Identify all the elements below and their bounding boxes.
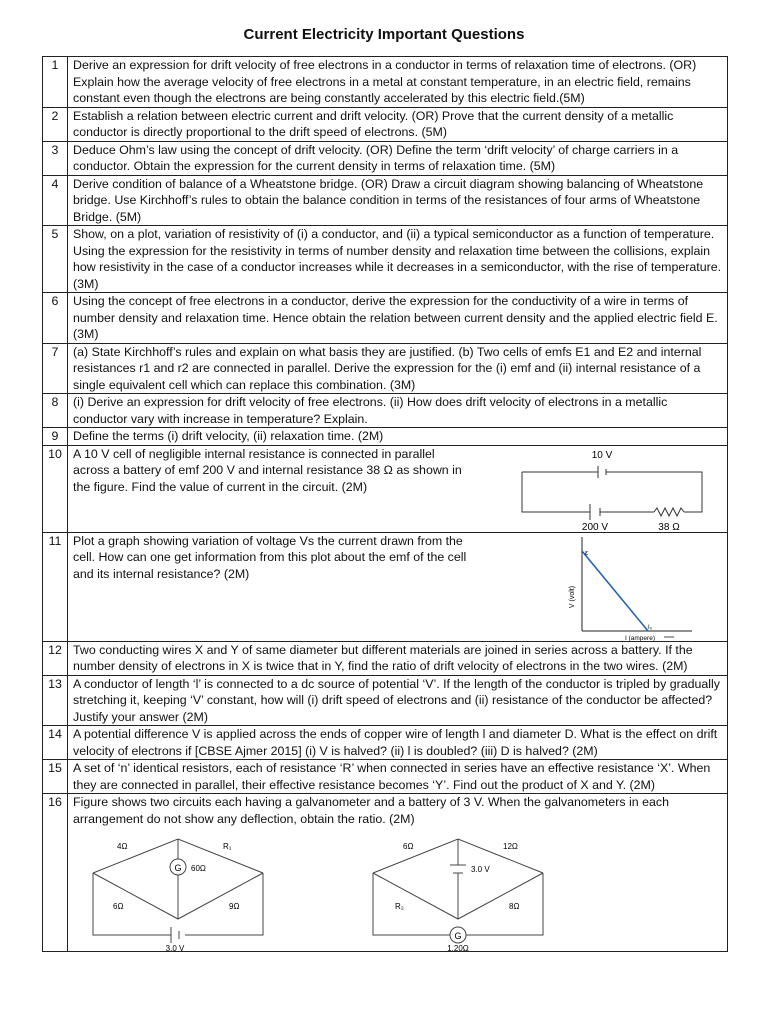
table-row — [43, 57, 728, 108]
resistor-label: R₂ — [395, 902, 404, 911]
question-text: Establish a relation between electric current and drift velocity. (OR) Prove that the current density of a metallic conductor is directly proportional to the drift speed of electrons. (5M) — [68, 107, 728, 141]
questions-table — [42, 56, 728, 952]
table-row — [43, 641, 728, 675]
table-row — [43, 760, 728, 794]
table-row — [43, 675, 728, 726]
question-text: Deduce Ohm’s law using the concept of drift velocity. (OR) Define the term ‘drift velocity’ of charge carriers in a conductor. Obtain the expression for the current density in terms of relaxation time. (5M) — [68, 141, 728, 175]
question-text: Derive an expression for drift velocity of free electrons in a conductor in terms of relaxation time of electrons. (OR) Explain how the average velocity of free electrons in a metal at constant temperature, in an electric field, remains constant even though the electrons are being constantly accelerated by this electric field.(5M) — [68, 57, 728, 108]
question-number: 4 — [43, 175, 68, 226]
table-row — [43, 726, 728, 760]
battery-label: 3.0 V — [165, 944, 185, 951]
resistor-label: R₁ — [223, 842, 232, 851]
question-number: 16 — [43, 794, 68, 952]
question-text: Plot a graph showing variation of voltage Vs the current drawn from the cell. How can one get information from this plot about the emf of the cell and its internal resistance? (2M) ε I₀ V (volt) I (ampere) — [68, 532, 728, 641]
resistor-label: 4Ω — [117, 842, 128, 851]
table-row — [43, 141, 728, 175]
galvanometer-label: G — [454, 931, 462, 941]
question-number: 3 — [43, 141, 68, 175]
battery-label: 200 V — [581, 521, 609, 532]
y-axis-label: V (volt) — [569, 585, 576, 608]
question-number: 7 — [43, 343, 68, 394]
resistor-label: 9Ω — [229, 902, 240, 911]
question-number: 10 — [43, 445, 68, 532]
question-text: A 10 V cell of negligible internal resistance is connected in parallel across a battery of emf 200 V and internal resistance 38 Ω as shown in the figure. Find the value of current in the circuit. (2M) 10 V 200 V 38 Ω — [68, 445, 728, 532]
table-row — [43, 532, 728, 641]
question-number: 6 — [43, 293, 68, 344]
y-intercept-label: ε — [585, 549, 589, 557]
question-text: Two conducting wires X and Y of same diameter but different materials are joined in series across a battery. If the number density of electrons in X is twice that in Y, find the ratio of drift velocity of electrons in the two wires. (2M) — [68, 641, 728, 675]
question-text: (i) Derive an expression for drift velocity of free electrons. (ii) How does drift velocity of electrons in a metallic conductor vary with increase in temperature? Explain. — [68, 394, 728, 428]
question-text: Derive condition of balance of a Wheatstone bridge. (OR) Draw a circuit diagram showing balancing of Wheatstone bridge. Use Kirchhoff’s rules to obtain the balance condition in terms of the resistances of four arms of Wheatstone Bridge. (5M) — [68, 175, 728, 226]
question-number: 14 — [43, 726, 68, 760]
vi-graph-q11 — [562, 533, 722, 641]
x-axis-label: I (ampere) — [625, 634, 655, 641]
question-text: Figure shows two circuits each having a galvanometer and a battery of 3 V. When the galvanometers in each arrangement do not show any deflection, obtain the ratio. (2M) G 60Ω 4Ω R₁ 6Ω 9Ω 3.0 V G 1.20Ω 3.0 V 6Ω 12Ω R₂ 8Ω — [68, 794, 728, 952]
question-number: 5 — [43, 226, 68, 293]
resistor-label: 6Ω — [113, 902, 124, 911]
question-number: 15 — [43, 760, 68, 794]
question-number: 2 — [43, 107, 68, 141]
table-row — [43, 226, 728, 293]
question-number: 8 — [43, 394, 68, 428]
cell-label: 10 V — [591, 449, 613, 461]
question-text: A set of ‘n’ identical resistors, each of resistance ‘R’ when connected in series have an effective resistance ‘X’. When they are connected in parallel, their effective resistance becomes ‘Y’. Find out the product of X and Y. (2M) — [68, 760, 728, 794]
page-title: Current Electricity Important Questions — [243, 26, 525, 43]
table-row — [43, 394, 728, 428]
table-row — [43, 175, 728, 226]
question-number: 12 — [43, 641, 68, 675]
resistor-label: 38 Ω — [658, 521, 680, 532]
resistor-label: 8Ω — [509, 902, 520, 911]
question-number: 9 — [43, 428, 68, 446]
table-row — [43, 343, 728, 394]
question-number: 13 — [43, 675, 68, 726]
question-text: (a) State Kirchhoff’s rules and explain on what basis they are justified. (b) Two cells of emfs E1 and E2 and internal resistances r1 and r2 are connected in parallel. Derive the expression for the (i) emf and (ii) internal resistance of a single equivalent cell which can replace this combination. (3M) — [68, 343, 728, 394]
galvanometer-resistance-label: 60Ω — [191, 864, 206, 873]
table-row — [43, 445, 728, 532]
resistor-label: 6Ω — [403, 842, 414, 851]
galvanometer-label: G — [174, 863, 182, 873]
table-row — [43, 293, 728, 344]
question-text: Define the terms (i) drift velocity, (ii) relaxation time. (2M) — [68, 428, 728, 446]
galvanometer-resistance-label: 1.20Ω — [447, 944, 469, 951]
battery-label: 3.0 V — [471, 865, 490, 874]
table-row — [43, 107, 728, 141]
x-intercept-label: I₀ — [648, 624, 653, 631]
table-row — [43, 428, 728, 446]
question-text: A potential difference V is applied across the ends of copper wire of length l and diameter D. What is the effect on drift velocity of electrons if [CBSE Ajmer 2015] (i) V is halved? (ii) l is doubled? (iii) D is halved? (2M) — [68, 726, 728, 760]
resistor-label: 12Ω — [503, 842, 518, 851]
question-text: Using the concept of free electrons in a conductor, derive the expression for the conductivity of a wire in terms of number density and relaxation time. Hence obtain the relation between current density and the applied electric field E. (3M) — [68, 293, 728, 344]
table-row — [43, 794, 728, 952]
question-text: Show, on a plot, variation of resistivity of (i) a conductor, and (ii) a typical semiconductor as a function of temperature. Using the expression for the resistivity in terms of number density and relaxation time between the collisions, explain how resistivity in the case of a conductor increases while it decreases in a semiconductor, with the rise of temperature. (3M) — [68, 226, 728, 293]
question-number: 1 — [43, 57, 68, 108]
question-text: A conductor of length ‘l’ is connected to a dc source of potential ‘V’. If the length of the conductor is tripled by gradually stretching it, keeping ‘V’ constant, how will (i) drift speed of electrons and (ii) resistance of the conductor be affected? Justify your answer (2M) — [68, 675, 728, 726]
circuit-figure-q10 — [502, 446, 722, 532]
bridge-circuits-q16 — [73, 827, 722, 951]
question-number: 11 — [43, 532, 68, 641]
